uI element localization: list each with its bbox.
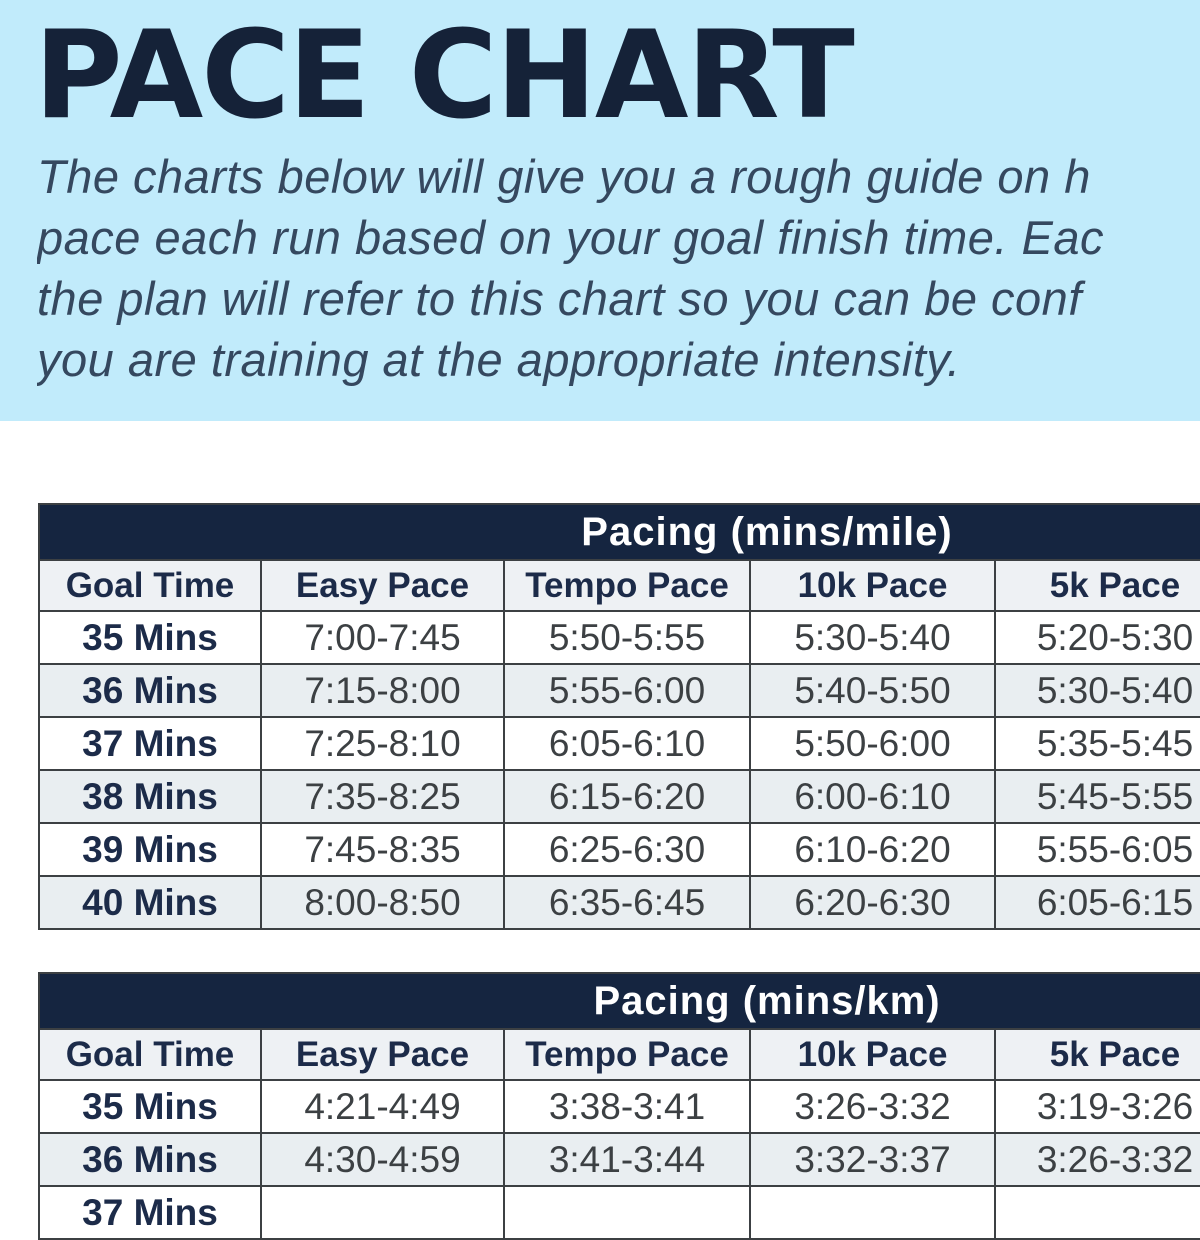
table-row	[39, 1133, 1200, 1186]
pace-cell: 5:20-5:30	[995, 611, 1200, 664]
table-row	[39, 823, 1200, 876]
table-row	[39, 1080, 1200, 1133]
pace-cell	[995, 1186, 1200, 1239]
pace-cell: 6:05-6:15	[995, 876, 1200, 929]
pace-cell: 6:35-6:45	[504, 876, 750, 929]
goal-time-cell: 39 Mins	[39, 823, 261, 876]
goal-time-cell: 38 Mins	[39, 770, 261, 823]
table-row	[39, 611, 1200, 664]
table-title: Pacing (mins/km)	[39, 973, 1200, 1029]
pace-cell: 7:45-8:35	[261, 823, 504, 876]
pace-cell: 5:50-5:55	[504, 611, 750, 664]
hero-section	[0, 0, 1200, 421]
pace-cell: 8:00-8:50	[261, 876, 504, 929]
pace-cell: 3:19-3:26	[995, 1080, 1200, 1133]
table-row	[39, 717, 1200, 770]
pace-cell: 6:20-6:30	[750, 876, 995, 929]
column-header: Goal Time	[39, 560, 261, 611]
column-header: Easy Pace	[261, 1029, 504, 1080]
goal-time-cell: 37 Mins	[39, 1186, 261, 1239]
pace-cell	[750, 1186, 995, 1239]
table-row	[39, 664, 1200, 717]
pace-cell: 7:25-8:10	[261, 717, 504, 770]
goal-time-cell: 40 Mins	[39, 876, 261, 929]
intro-line: The charts below will give you a rough guide on h	[37, 150, 1091, 203]
page-title: PACE CHART	[34, 5, 853, 146]
pace-cell: 3:41-3:44	[504, 1133, 750, 1186]
pace-cell: 7:35-8:25	[261, 770, 504, 823]
column-header: 10k Pace	[750, 560, 995, 611]
pace-cell: 4:30-4:59	[261, 1133, 504, 1186]
intro-line: you are training at the appropriate intensity.	[37, 333, 961, 386]
pace-table-mins-per-mile	[38, 503, 1200, 930]
intro-line: pace each run based on your goal finish time. Eac	[37, 211, 1104, 264]
pace-cell: 5:35-5:45	[995, 717, 1200, 770]
pace-cell: 5:40-5:50	[750, 664, 995, 717]
column-header: Tempo Pace	[504, 560, 750, 611]
pace-cell: 5:30-5:40	[750, 611, 995, 664]
pace-cell: 6:00-6:10	[750, 770, 995, 823]
pace-cell: 5:55-6:05	[995, 823, 1200, 876]
pace-cell: 6:15-6:20	[504, 770, 750, 823]
column-header: Goal Time	[39, 1029, 261, 1080]
column-header: 5k Pace	[995, 1029, 1200, 1080]
pace-cell: 3:26-3:32	[995, 1133, 1200, 1186]
pace-cell: 6:25-6:30	[504, 823, 750, 876]
goal-time-cell: 36 Mins	[39, 664, 261, 717]
table-row	[39, 1186, 1200, 1239]
column-header: 5k Pace	[995, 560, 1200, 611]
goal-time-cell: 36 Mins	[39, 1133, 261, 1186]
pace-cell: 3:38-3:41	[504, 1080, 750, 1133]
pace-cell: 6:10-6:20	[750, 823, 995, 876]
pace-cell	[261, 1186, 504, 1239]
pace-cell: 4:21-4:49	[261, 1080, 504, 1133]
pace-cell: 7:15-8:00	[261, 664, 504, 717]
intro-line: the plan will refer to this chart so you can be conf	[37, 272, 1082, 325]
pace-cell: 7:00-7:45	[261, 611, 504, 664]
goal-time-cell: 35 Mins	[39, 1080, 261, 1133]
pace-cell: 5:50-6:00	[750, 717, 995, 770]
pace-cell: 3:32-3:37	[750, 1133, 995, 1186]
table-row	[39, 876, 1200, 929]
column-header: Easy Pace	[261, 560, 504, 611]
pace-cell	[504, 1186, 750, 1239]
pace-cell: 5:30-5:40	[995, 664, 1200, 717]
column-header: 10k Pace	[750, 1029, 995, 1080]
table-row	[39, 770, 1200, 823]
intro-paragraph	[37, 146, 1200, 390]
column-header: Tempo Pace	[504, 1029, 750, 1080]
table-title: Pacing (mins/mile)	[39, 504, 1200, 560]
pace-cell: 5:55-6:00	[504, 664, 750, 717]
pace-cell: 6:05-6:10	[504, 717, 750, 770]
pace-cell: 3:26-3:32	[750, 1080, 995, 1133]
goal-time-cell: 37 Mins	[39, 717, 261, 770]
goal-time-cell: 35 Mins	[39, 611, 261, 664]
pace-cell: 5:45-5:55	[995, 770, 1200, 823]
